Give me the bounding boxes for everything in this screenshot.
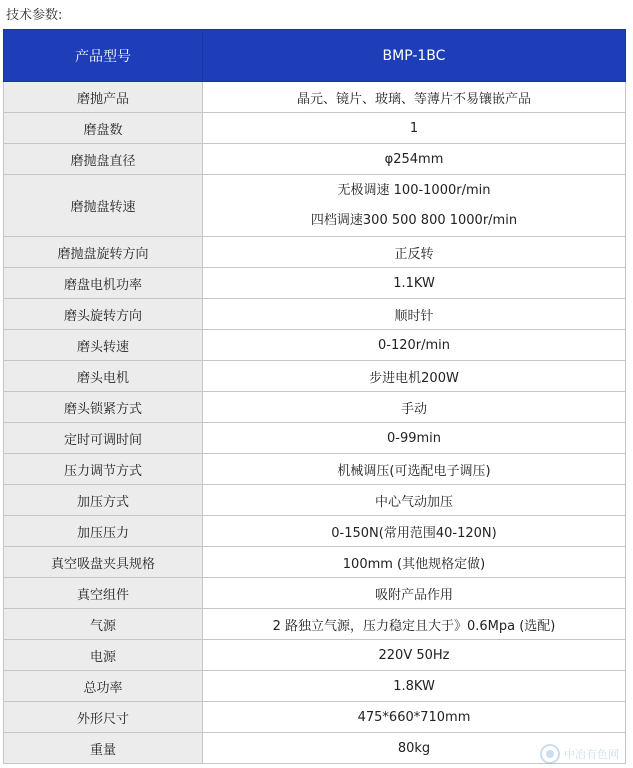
section-caption: 技术参数: bbox=[6, 8, 63, 23]
row-label: 压力调节方式 bbox=[4, 454, 203, 485]
table-row bbox=[4, 671, 626, 702]
table-row bbox=[4, 113, 626, 144]
row-value: 顺时针 bbox=[203, 299, 626, 330]
row-value: 0-120r/min bbox=[203, 330, 626, 361]
table-row bbox=[4, 330, 626, 361]
header-value-cell: BMP-1BC bbox=[203, 30, 626, 82]
table-row bbox=[4, 454, 626, 485]
table-row bbox=[4, 361, 626, 392]
row-label: 磨头旋转方向 bbox=[4, 299, 203, 330]
table-row bbox=[4, 237, 626, 268]
row-label: 磨抛产品 bbox=[4, 82, 203, 113]
row-label: 总功率 bbox=[4, 671, 203, 702]
row-value: 1 bbox=[203, 113, 626, 144]
spec-table bbox=[3, 29, 626, 764]
row-label: 加压压力 bbox=[4, 516, 203, 547]
watermark-logo-icon bbox=[540, 744, 560, 764]
row-label: 真空组件 bbox=[4, 578, 203, 609]
row-value: 手动 bbox=[203, 392, 626, 423]
row-label: 重量 bbox=[4, 733, 203, 764]
row-value: 机械调压(可选配电子调压) bbox=[203, 454, 626, 485]
row-label: 磨头电机 bbox=[4, 361, 203, 392]
row-value-line: 四档调速300 500 800 1000r/min bbox=[310, 212, 518, 228]
row-value: 中心气动加压 bbox=[203, 485, 626, 516]
row-value: 0-150N(常用范围40-120N) bbox=[203, 516, 626, 547]
row-value: 2 路独立气源，压力稳定且大于》0.6Mpa (选配) bbox=[203, 609, 626, 640]
row-label: 磨抛盘旋转方向 bbox=[4, 237, 203, 268]
table-row bbox=[4, 702, 626, 733]
watermark bbox=[540, 744, 619, 764]
row-value: 吸附产品作用 bbox=[203, 578, 626, 609]
row-label: 加压方式 bbox=[4, 485, 203, 516]
row-value: 0-99min bbox=[203, 423, 626, 454]
row-value: 80kg bbox=[203, 733, 626, 764]
header-label-cell: 产品型号 bbox=[4, 30, 203, 82]
row-label: 磨盘数 bbox=[4, 113, 203, 144]
table-row bbox=[4, 268, 626, 299]
table-row bbox=[4, 640, 626, 671]
row-value: φ254mm bbox=[203, 144, 626, 175]
row-value: 1.8KW bbox=[203, 671, 626, 702]
row-value: 正反转 bbox=[203, 237, 626, 268]
table-header-row bbox=[4, 30, 626, 82]
row-value: 220V 50Hz bbox=[203, 640, 626, 671]
row-label: 定时可调时间 bbox=[4, 423, 203, 454]
table-row bbox=[4, 299, 626, 330]
row-value-line: 无极调速 100-1000r/min bbox=[337, 182, 491, 198]
row-label: 磨盘电机功率 bbox=[4, 268, 203, 299]
row-label: 磨抛盘转速 bbox=[4, 175, 203, 237]
row-label: 磨头转速 bbox=[4, 330, 203, 361]
row-value: 步进电机200W bbox=[203, 361, 626, 392]
table-row bbox=[4, 578, 626, 609]
table-row bbox=[4, 175, 626, 237]
row-value: 晶元、镜片、玻璃、等薄片不易镶嵌产品 bbox=[203, 82, 626, 113]
row-label: 真空吸盘夹具规格 bbox=[4, 547, 203, 578]
table-row bbox=[4, 733, 626, 764]
table-row bbox=[4, 423, 626, 454]
row-label: 电源 bbox=[4, 640, 203, 671]
table-row bbox=[4, 609, 626, 640]
row-label: 磨抛盘直径 bbox=[4, 144, 203, 175]
table-row bbox=[4, 144, 626, 175]
table-row bbox=[4, 547, 626, 578]
row-label: 气源 bbox=[4, 609, 203, 640]
row-label: 磨头锁紧方式 bbox=[4, 392, 203, 423]
table-row bbox=[4, 516, 626, 547]
row-value: 1.1KW bbox=[203, 268, 626, 299]
row-value: 475*660*710mm bbox=[203, 702, 626, 733]
row-value bbox=[203, 175, 626, 237]
row-label: 外形尺寸 bbox=[4, 702, 203, 733]
table-row bbox=[4, 82, 626, 113]
table-row bbox=[4, 485, 626, 516]
table-row bbox=[4, 392, 626, 423]
row-value: 100mm (其他规格定做) bbox=[203, 547, 626, 578]
watermark-text: 中冶有色网 bbox=[564, 748, 619, 761]
